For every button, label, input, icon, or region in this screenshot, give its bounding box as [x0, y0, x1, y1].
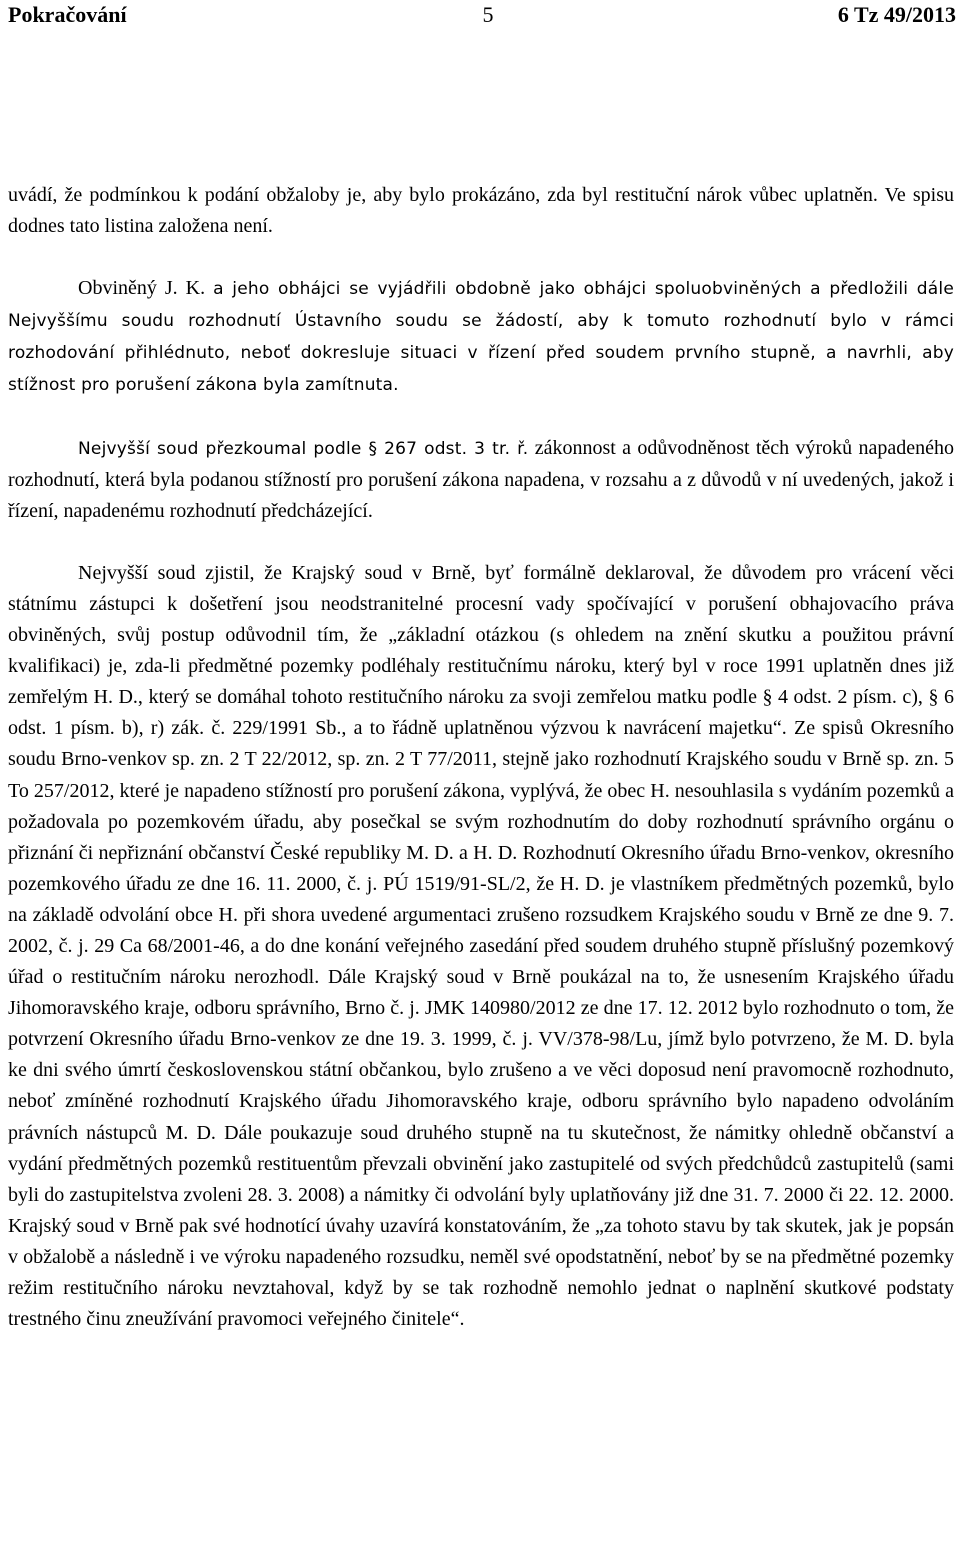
paragraph-3 [8, 433, 954, 527]
document-body [8, 180, 954, 1335]
paragraph-4: Nejvyšší soud zjistil, že Krajský soud v Brně, byť formálně deklaroval, že důvodem pro vrácení věci státnímu zástupci k došetření jsou neodstranitelné procesní vady spočívající v porušení obhajovacího práva obviněných, svůj postup odůvodnil tím, že „základní otázkou (s ohledem na znění skutku a použitou právní kvalifikaci) je, zda-li předmětné pozemky podléhaly restitučnímu nároku, který byl v roce 1991 uplatněn dnes již zemřelým H. D., který se domáhal tohoto restitučního nároku za svoji zemřelou matku podle § 4 odst. 2 písm. c), § 6 odst. 1 písm. b), r) zák. č. 229/1991 Sb., a to řádně uplatněnou výzvou k navrácení majetku“. Ze spisů Okresního soudu Brno-venkov sp. zn. 2 T 22/2012, sp. zn. 2 T 77/2011, stejně jako rozhodnutí Krajského soudu v Brně sp. zn. 5 To 257/2012, které je napadeno stížností pro porušení zákona, vyplývá, že obec H. nesouhlasila s vydáním pozemků a požadovala po pozemkovém úřadu, aby posečkal se svým rozhodnutím do doby rozhodnutí správního orgánu o přiznání či nepřiznání občanství České republiky M. D. a H. D. Rozhodnutí Okresního úřadu Brno-venkov, okresního pozemkového úřadu ze dne 16. 11. 2000, č. j. PÚ 1519/91-SL/2, že H. D. je vlastníkem předmětných pozemků, bylo na základě odvolání obce H. při shora uvedené argumentaci zrušeno rozsudkem Krajského soudu v Brně ze dne 9. 7. 2002, č. j. 29 Ca 68/2001-46, a do dne konání veřejného zasedání před soudem druhého stupně příslušný pozemkový úřad o restitučním nároku nerozhodl. Dále Krajský soud v Brně poukázal na to, že usnesením Krajského úřadu Jihomoravského kraje, odboru správního, Brno č. j. JMK 140980/2012 ze dne 17. 12. 2012 bylo rozhodnuto o tom, že potvrzení Okresního úřadu Brno-venkov ze dne 19. 3. 1999, č. j. VV/378-98/Lu, jímž bylo potvrzeno, že M. D. byla ke dni svého úmrtí československou státní občankou, bylo zrušeno a ve věci doposud není pravomocně rozhodnuto, neboť zmíněné rozhodnutí Krajského úřadu Jihomoravského kraje, odboru správního bylo napadeno odvoláním právních nástupců M. D. Dále poukazuje soud druhého stupně na tu skutečnost, že námitky ohledně občanství a vydání předmětných pozemků restituentům převzali obvinění jako zastupitelé od svých předchůdců zastupitelů (sami byli do zastupitelstva zvoleni 28. 3. 2008) a námitky či odvolání byly uplatňovány již dne 31. 7. 2000 či 22. 12. 2000. Krajský soud v Brně pak své hodnotící úvahy uzavírá konstatováním, že „za tohoto stavu by tak skutek, jak je popsán v obžalobě a následně i ve výroku napadeného rozsudku, neměl své opodstatnění, neboť by se na předmětné pozemky režim restitučního nároku nevztahoval, když by se tak rozhodně nemohlo jednat o naplnění skutkové podstaty trestného činu zneužívání pravomoci veřejného činitele“. [8, 561, 954, 1331]
paragraph-1: uvádí, že podmínkou k podání obžaloby je, aby bylo prokázáno, zda byl restituční nárok vůbec uplatněn. Ve spisu dodnes tato listina založena není. [8, 184, 954, 238]
page-header [8, 0, 956, 30]
paragraph-2 [8, 273, 954, 401]
paragraph-3-start: Nejvyšší soud přezkoumal podle § 267 odst. 3 tr. ř. [78, 438, 529, 459]
paragraph-2-rest: a jeho obhájci se vyjádřili obdobně jako obhájci spoluobviněných a předložili dále Nejvyššímu soudu rozhodnutí Ústavního soudu se žádostí, aby k tomuto rozhodnutí bylo v rámci rozhodování přihlédnuto, neboť dokresluje situaci v řízení před soudem prvního stupně, a navrhli, aby stížnost pro porušení zákona byla zamítnuta. [8, 279, 954, 396]
header-case-number: 6 Tz 49/2013 [837, 2, 956, 27]
paragraph-3-rest: zákonnost a odůvodněnost těch výroků napadeného rozhodnutí, která byla podanou stížností pro porušení zákona napadena, v rozsahu a z důvodů v ní uvedených, jakož i řízení, napadenému rozhodnutí předcházející. [8, 436, 954, 522]
header-page-number: 5 [482, 2, 494, 27]
paragraph-2-start: Obviněný J. K. [78, 277, 206, 300]
header-continuation-label: Pokračování [8, 2, 127, 27]
